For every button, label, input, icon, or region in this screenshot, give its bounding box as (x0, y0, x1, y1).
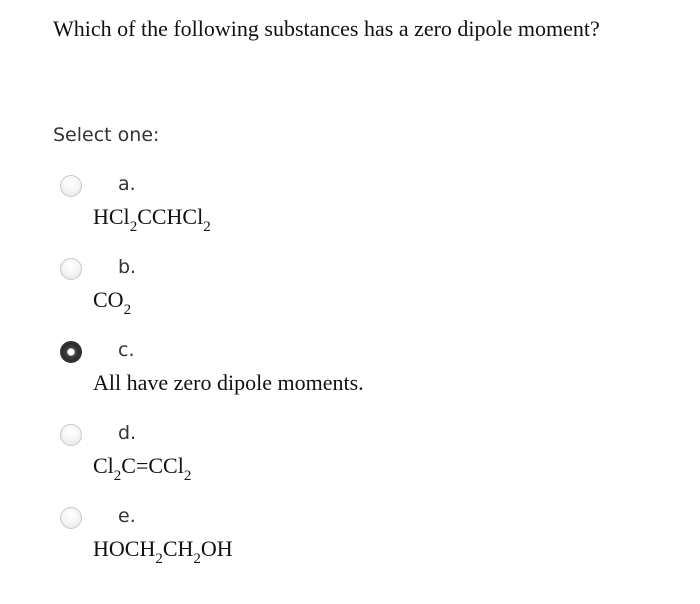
option-answer (93, 370, 364, 396)
option-letter: c. (118, 339, 135, 361)
formula-text: CH (162, 536, 194, 561)
radio-button[interactable] (60, 341, 82, 363)
formula-subscript: 2 (183, 468, 192, 484)
formula-subscript: 2 (203, 219, 211, 235)
radio-button[interactable] (60, 175, 82, 197)
question-text: Which of the following substances has a zero dipole moment? (53, 16, 600, 41)
option-letter: b. (118, 256, 137, 278)
option-c[interactable] (0, 336, 700, 416)
formula-text: All have zero dipole moments. (93, 370, 364, 395)
formula-subscript: 2 (155, 551, 163, 567)
formula-text: C=CCl (121, 453, 184, 478)
option-letter: a. (118, 173, 136, 195)
option-d[interactable] (0, 419, 700, 499)
option-letter: d. (118, 422, 137, 444)
formula-text: Cl (93, 453, 114, 478)
formula-text: HOCH (93, 536, 156, 561)
formula-subscript: 2 (193, 551, 201, 567)
radio-button[interactable] (60, 507, 82, 529)
formula-text: OH (200, 536, 233, 561)
formula-subscript: 2 (129, 219, 138, 235)
radio-button[interactable] (60, 258, 82, 280)
option-a[interactable] (0, 170, 700, 250)
formula-subscript: 2 (113, 468, 122, 484)
option-answer (93, 536, 233, 567)
option-answer (93, 204, 211, 235)
option-answer (93, 453, 192, 484)
formula-text: HCl (93, 204, 130, 229)
select-one-prompt: Select one: (53, 124, 160, 146)
radio-button[interactable] (60, 424, 82, 446)
option-b[interactable] (0, 253, 700, 333)
formula-subscript: 2 (123, 302, 132, 318)
formula-text: CO (93, 287, 124, 312)
option-e[interactable] (0, 502, 700, 582)
option-letter: e. (118, 505, 136, 527)
option-answer (93, 287, 132, 318)
formula-text: CCHCl (137, 204, 204, 229)
